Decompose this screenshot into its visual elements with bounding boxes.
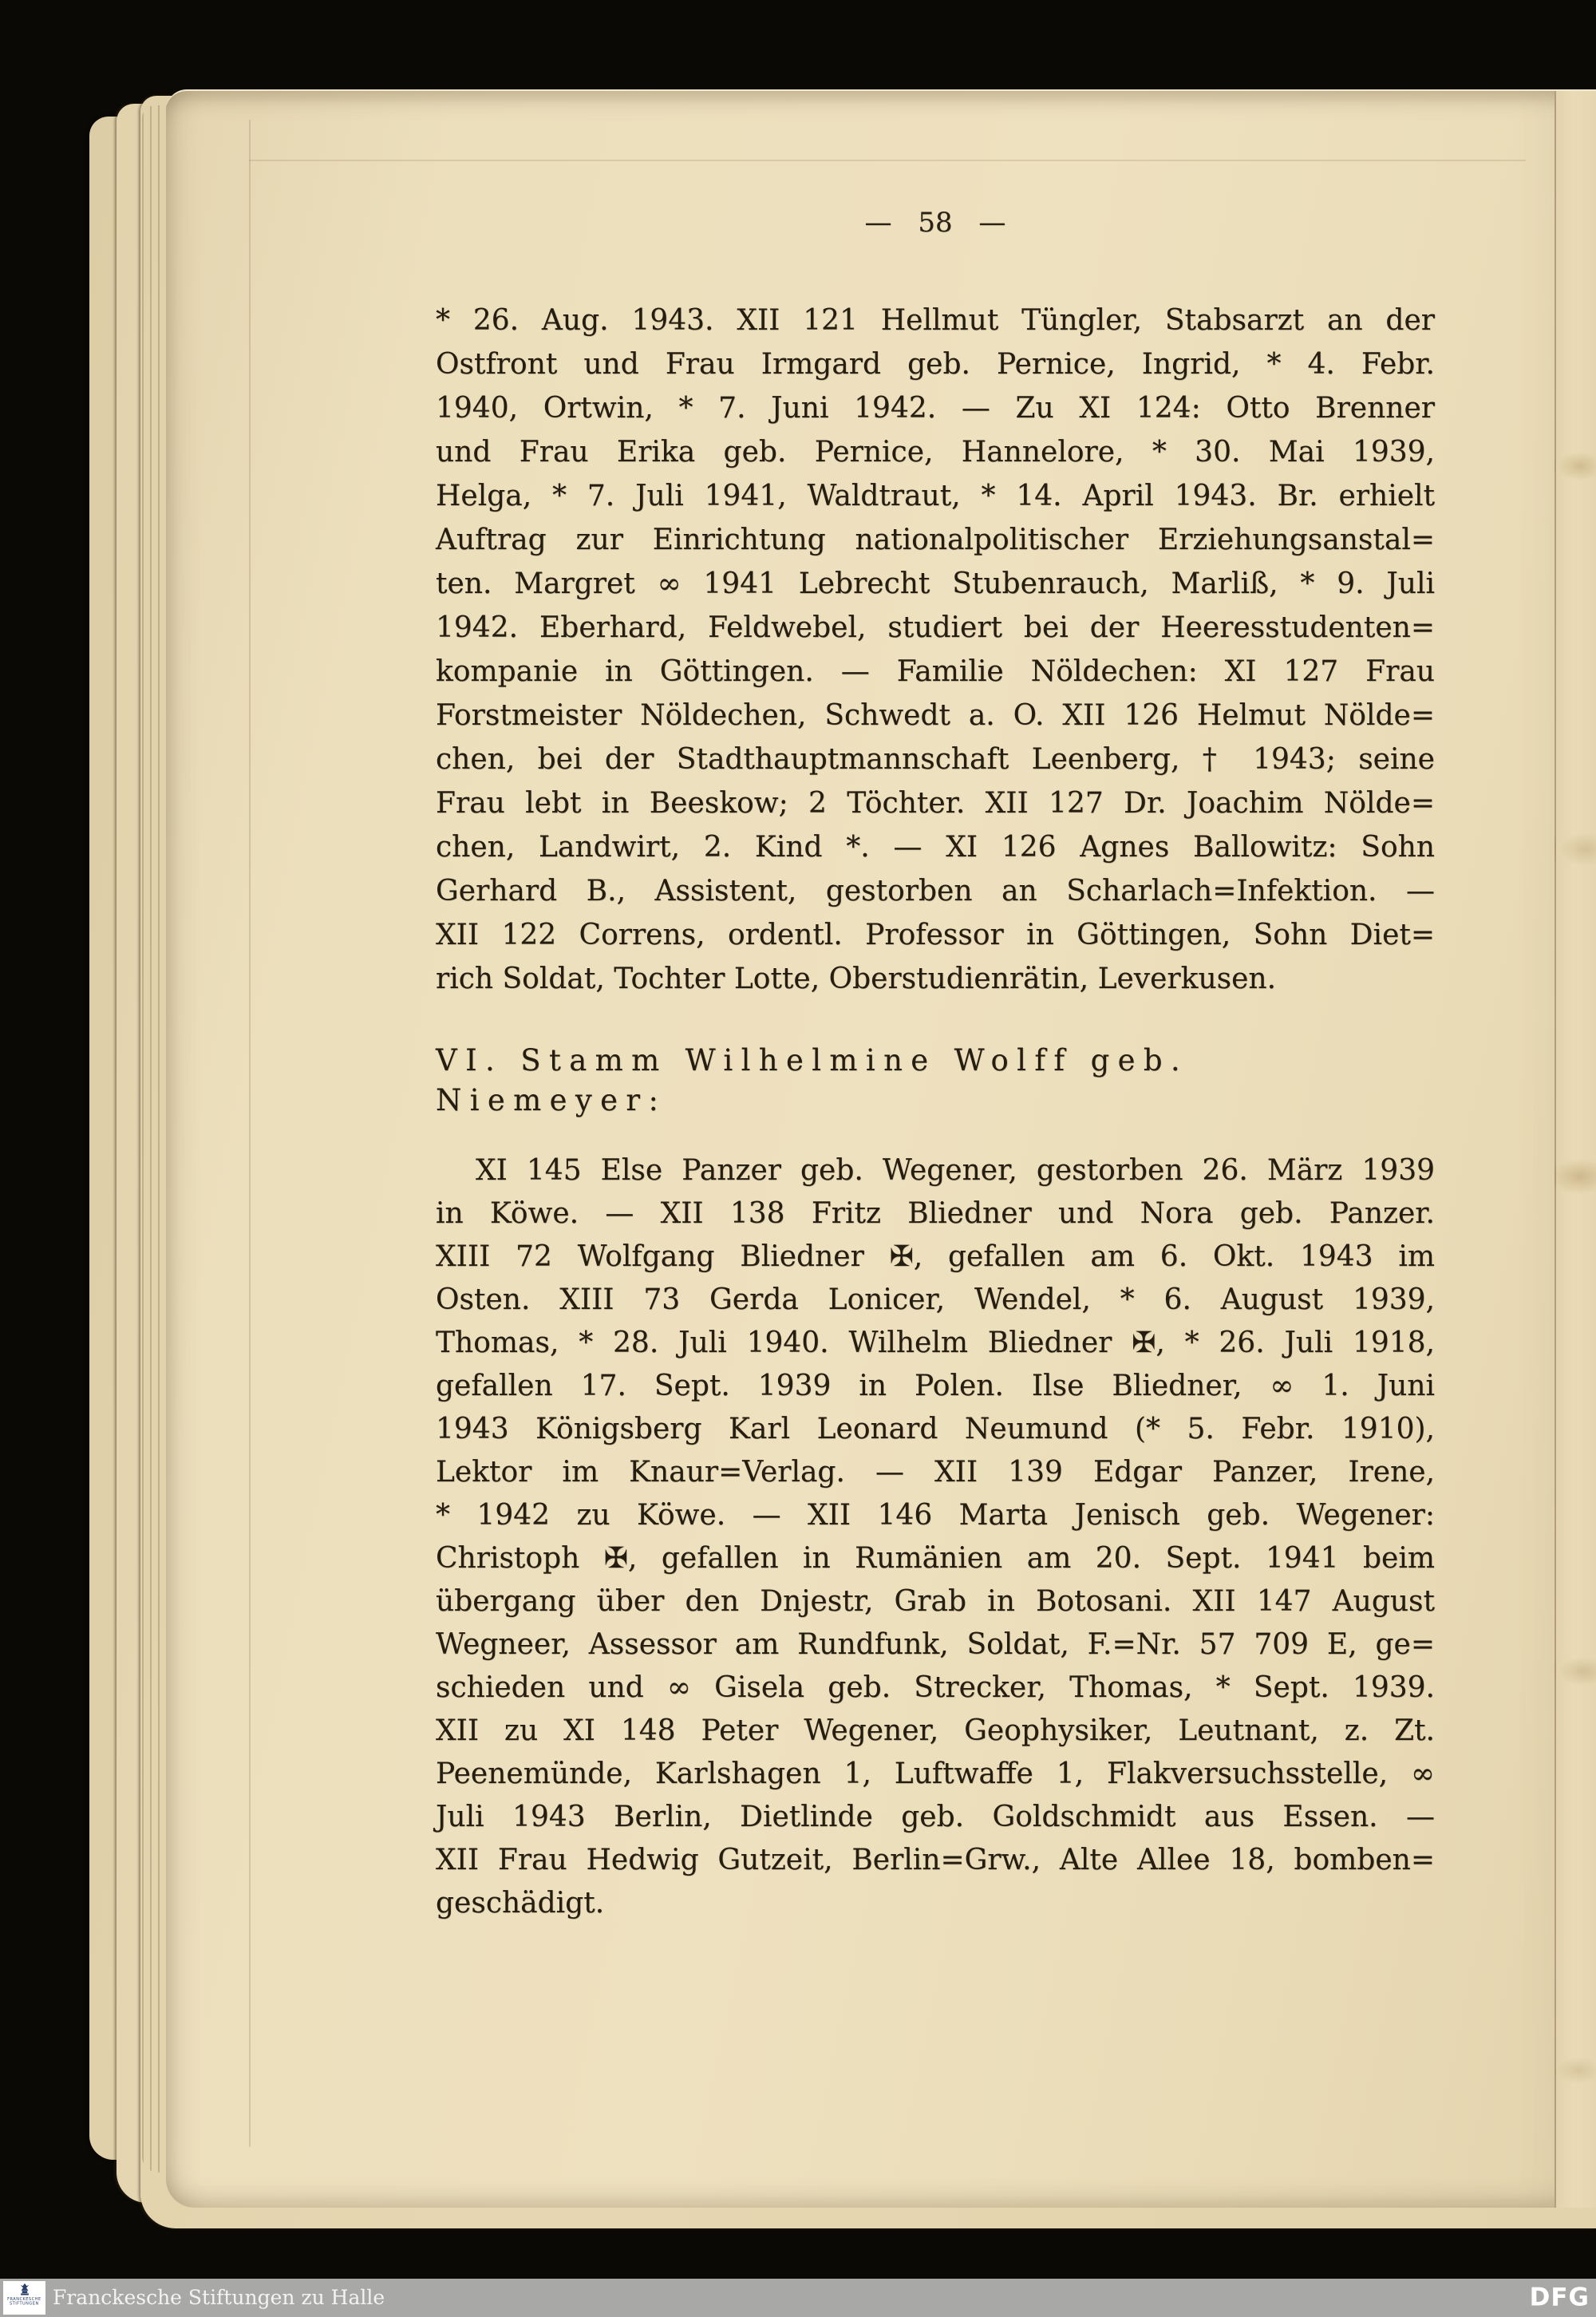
section-heading: VI. Stamm Wilhelmine Wolff geb. Niemeyer: xyxy=(436,1043,1189,1117)
body-paragraph-2 xyxy=(436,1149,1435,1925)
text-line: Frau lebt in Beeskow; 2 Töchter. XII 127 Dr. Joachim Nölde= xyxy=(436,787,1435,820)
text-line: Helga, * 7. Juli 1941, Waldtraut, * 14. April 1943. Br. erhielt xyxy=(436,480,1435,512)
text-line: Christoph ✠, gefallen in Rumänien am 20. Sept. 1941 beim xyxy=(436,1542,1435,1575)
text-line: schieden und ∞ Gisela geb. Strecker, Thomas, * Sept. 1939. xyxy=(436,1671,1435,1704)
text-line: 1943 Königsberg Karl Leonard Neumund (* 5. Febr. 1910), xyxy=(436,1413,1435,1445)
text-line: rich Soldat, Tochter Lotte, Oberstudienrätin, Leverkusen. xyxy=(436,963,1277,995)
text-line: * 26. Aug. 1943. XII 121 Hellmut Tüngler, Stabsarzt an der xyxy=(436,304,1435,337)
franckesche-logo xyxy=(3,2281,45,2315)
page-crease-horizontal xyxy=(249,160,1526,161)
text-line: Forstmeister Nöldechen, Schwedt a. O. XII 126 Helmut Nölde= xyxy=(436,699,1435,732)
text-line: XII Frau Hedwig Gutzeit, Berlin=Grw., Alte Allee 18, bomben= xyxy=(436,1844,1435,1876)
text-line: XIII 72 Wolfgang Bliedner ✠, gefallen am 6. Okt. 1943 im xyxy=(436,1240,1435,1273)
text-line: ten. Margret ∞ 1941 Lebrecht Stubenrauch, Marliß, * 9. Juli xyxy=(436,567,1435,600)
page-crease-vertical xyxy=(249,120,251,2147)
text-line: und Frau Erika geb. Pernice, Hannelore, * 30. Mai 1939, xyxy=(436,436,1435,469)
body-paragraph-1 xyxy=(436,299,1435,1001)
page-fore-edge xyxy=(1555,91,1596,2208)
text-line: * 1942 zu Köwe. — XII 146 Marta Jenisch geb. Wegener: xyxy=(436,1499,1435,1532)
text-line: chen, bei der Stadthauptmannschaft Leenberg, † 1943; seine xyxy=(436,743,1435,776)
franckesche-emblem-icon xyxy=(18,2283,32,2297)
franckesche-logo-line2: STIFTUNGEN xyxy=(10,2301,39,2306)
footer-bar xyxy=(0,2279,1596,2317)
text-line: Osten. XIII 73 Gerda Lonicer, Wendel, * 6. August 1939, xyxy=(436,1283,1435,1316)
franckesche-logo-text xyxy=(7,2297,41,2306)
footer-bar-title: Franckesche Stiftungen zu Halle xyxy=(53,2285,385,2309)
dfg-logo: DFG xyxy=(1529,2283,1590,2312)
text-line: kompanie in Göttingen. — Familie Nöldechen: XI 127 Frau xyxy=(436,655,1435,688)
text-line: XI 145 Else Panzer geb. Wegener, gestorben 26. März 1939 xyxy=(476,1154,1435,1187)
text-line: Ostfront und Frau Irmgard geb. Pernice, Ingrid, * 4. Febr. xyxy=(436,348,1435,381)
text-line: chen, Landwirt, 2. Kind *. — XI 126 Agnes Ballowitz: Sohn xyxy=(436,831,1435,864)
text-line: Auftrag zur Einrichtung nationalpolitischer Erziehungsanstal= xyxy=(436,524,1435,556)
text-line: 1940, Ortwin, * 7. Juni 1942. — Zu XI 124: Otto Brenner xyxy=(436,392,1435,425)
book-page xyxy=(166,89,1596,2208)
text-line: geschädigt. xyxy=(436,1887,605,1920)
page-edge-lines xyxy=(142,105,169,2173)
text-line: übergang über den Dnjestr, Grab in Botosani. XII 147 August xyxy=(436,1585,1435,1618)
text-line: Lektor im Knaur=Verlag. — XII 139 Edgar Panzer, Irene, xyxy=(436,1456,1435,1489)
page-text-block xyxy=(436,204,1435,1925)
text-line: Wegneer, Assessor am Rundfunk, Soldat, F.=Nr. 57 709 E, ge= xyxy=(436,1628,1435,1661)
text-line: 1942. Eberhard, Feldwebel, studiert bei der Heeresstudenten= xyxy=(436,611,1435,644)
text-line: gefallen 17. Sept. 1939 in Polen. Ilse Bliedner, ∞ 1. Juni xyxy=(436,1370,1435,1402)
text-line: Thomas, * 28. Juli 1940. Wilhelm Bliedner ✠, * 26. Juli 1918, xyxy=(436,1327,1435,1359)
text-line: XII zu XI 148 Peter Wegener, Geophysiker, Leutnant, z. Zt. xyxy=(436,1714,1435,1747)
text-line: Peenemünde, Karlshagen 1, Luftwaffe 1, Flakversuchsstelle, ∞ xyxy=(436,1758,1435,1790)
text-line: in Köwe. — XII 138 Fritz Bliedner und Nora geb. Panzer. xyxy=(436,1197,1435,1230)
text-line: XII 122 Correns, ordentl. Professor in Göttingen, Sohn Diet= xyxy=(436,919,1435,951)
text-line: Juli 1943 Berlin, Dietlinde geb. Goldschmidt aus Essen. — xyxy=(436,1801,1435,1833)
franckesche-logo-line1: FRANCKESCHE xyxy=(7,2297,41,2302)
page-number: — 58 — xyxy=(864,207,1006,239)
text-line: Gerhard B., Assistent, gestorben an Scharlach=Infektion. — xyxy=(436,875,1435,907)
